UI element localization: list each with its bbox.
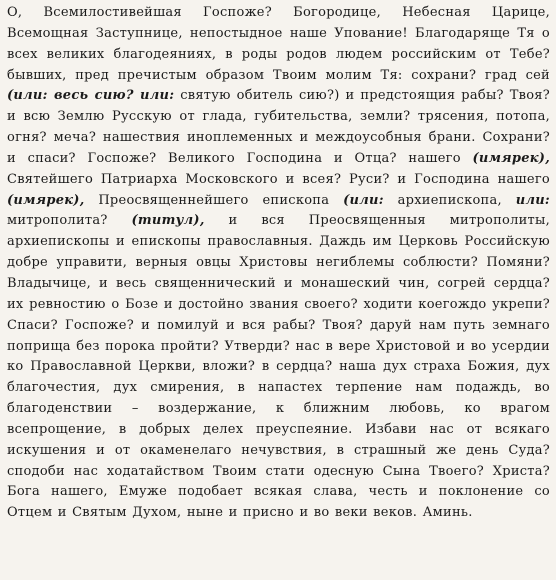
prayer-segment: Преосвященнейшего епископа [84,192,344,208]
rubric-note: (или: [343,192,384,208]
rubric-note: (или: весь сию? или: [7,88,175,104]
rubric-note: (имярек), [472,150,550,166]
prayer-segment: Святейшего Патриарха Московского и всея? Руси? и Господина нашего [7,171,550,187]
rubric-note: или: [515,192,550,208]
prayer-segment: святую обитель сию?) и предстоящия рабы? Твоя? и всю Землю Русскую от глада, губительства, земли? трясения, потопа, огня? меча? нашествия иноплеменных и междоусобныя брани. Сохрани? и спаси? Госпоже? Великого Господина и Отца? нашего [7,88,550,166]
prayer-text [7,3,550,524]
rubric-note: (имярек), [7,192,85,208]
rubric-note: (титул), [131,213,205,229]
prayer-segment: архиепископа, [383,192,516,208]
prayer-segment: и вся Преосвященныя митрополиты, архиепископы и епископы православныя. Даждь им Церковь Российскую добре управити, верныя овцы Христовы негиблемы соблюсти? Помяни? Владычице, и весь священнический и монашеский чин, согрей сердца? их ревностию о Бозе и достойно звания своего? ходити коегождо укрепи? Спаси? Госпоже? и помилуй и вся рабы? Твоя? даруй нам путь земнаго поприща без порока пройти? Утверди? нас в вере Христовой и во усердии ко Православной Церкви, вложи? в сердца? наша дух страха Божия, дух благочестия, дух смирения, в напастех терпение нам подаждь, во благоденствии – воздержание, к ближним любовь, ко врагом всепрощение, в добрых делех преуспеяние. Избави нас от всякаго искушения и от окаменелаго нечувствия, в страшный же день Суда? сподоби нас ходатайством Твоим стати одесную Сына Твоего? Христа? Бога нашего, Емуже подобает всякая слава, честь и поклонение со Отцем и Святым Духом, ныне и присно и во веки веков. Аминь. [7,213,550,521]
prayer-segment: О, Всемилостивейшая Госпоже? Богородице, Небесная Царице, Всемощная Заступнице, непостыдное наше Упование! Благодаряще Тя о всех великих благодеяниях, в роды родов людем российским от Тебе? бывших, пред пречистым образом Твоим молим Тя: сохрани? град сей [7,5,550,83]
prayer-segment: митрополита? [7,213,132,229]
